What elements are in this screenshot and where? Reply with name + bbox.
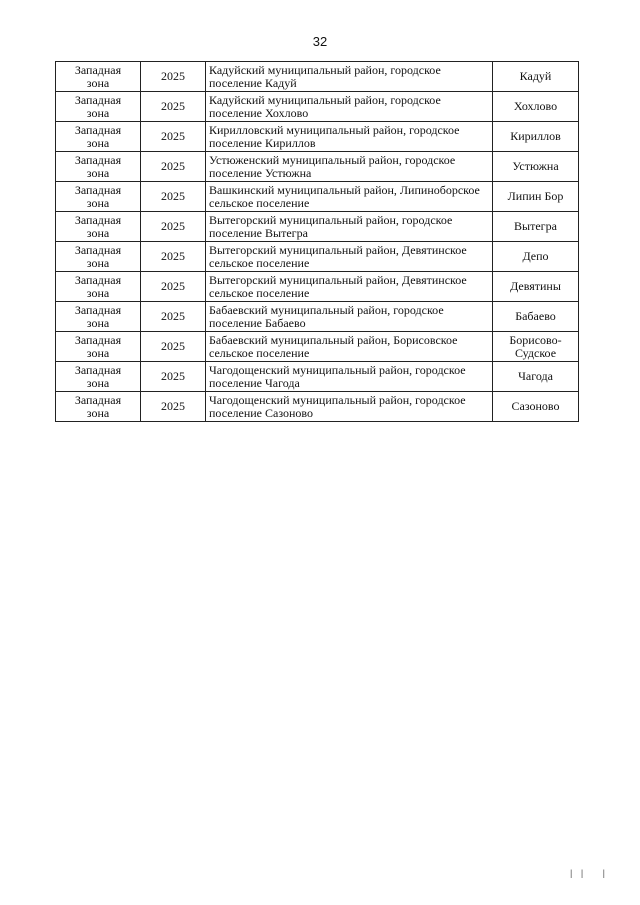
- table-body: [56, 62, 579, 422]
- zone-text: Западная: [74, 332, 122, 347]
- zone-text: зона: [86, 375, 110, 390]
- zone-cell: [56, 212, 141, 242]
- description-cell: Вытегорский муниципальный район, Девятинское сельское поселение: [206, 272, 493, 302]
- zone-cell: [56, 332, 141, 362]
- settlement-cell: Бабаево: [493, 302, 579, 332]
- table-row: [56, 182, 579, 212]
- year-cell: 2025: [141, 182, 206, 212]
- table-row: [56, 212, 579, 242]
- zone-cell: [56, 242, 141, 272]
- description-cell: Устюженский муниципальный район, городское поселение Устюжна: [206, 152, 493, 182]
- zone-text: зона: [86, 195, 110, 210]
- description-cell: Кадуйский муниципальный район, городское поселение Хохлово: [206, 92, 493, 122]
- table-row: [56, 62, 579, 92]
- zone-cell: [56, 182, 141, 212]
- table-row: [56, 242, 579, 272]
- page-number: 32: [312, 34, 328, 49]
- zone-text: Западная: [74, 392, 122, 407]
- settlement-cell: Кадуй: [493, 62, 579, 92]
- year-cell: 2025: [141, 272, 206, 302]
- zone-text: зона: [86, 225, 110, 240]
- zone-cell: [56, 362, 141, 392]
- zone-text: зона: [86, 165, 110, 180]
- table-row: [56, 392, 579, 422]
- zone-text: зона: [86, 285, 110, 300]
- settlement-cell: Кириллов: [493, 122, 579, 152]
- zone-text: зона: [86, 105, 110, 120]
- settlement-cell: Чагода: [493, 362, 579, 392]
- description-cell: Кадуйский муниципальный район, городское поселение Кадуй: [206, 62, 493, 92]
- zone-text: зона: [86, 135, 110, 150]
- zone-text: Западная: [74, 302, 122, 317]
- zone-cell: [56, 122, 141, 152]
- zone-text: зона: [86, 405, 110, 420]
- settlement-cell: Липин Бор: [493, 182, 579, 212]
- settlement-cell: Девятины: [493, 272, 579, 302]
- table-row: [56, 332, 579, 362]
- year-cell: 2025: [141, 332, 206, 362]
- description-cell: Чагодощенский муниципальный район, городское поселение Сазоново: [206, 392, 493, 422]
- table-row: [56, 152, 579, 182]
- year-cell: 2025: [141, 92, 206, 122]
- zone-text: Западная: [74, 242, 122, 257]
- zone-text: зона: [86, 255, 110, 270]
- description-cell: Кирилловский муниципальный район, городское поселение Кириллов: [206, 122, 493, 152]
- year-cell: 2025: [141, 122, 206, 152]
- zones-table: [55, 61, 579, 422]
- description-cell: Бабаевский муниципальный район, Борисовское сельское поселение: [206, 332, 493, 362]
- table-row: [56, 272, 579, 302]
- year-cell: 2025: [141, 242, 206, 272]
- zone-cell: [56, 152, 141, 182]
- zone-cell: [56, 392, 141, 422]
- description-cell: Вытегорский муниципальный район, городское поселение Вытегра: [206, 212, 493, 242]
- settlement-cell: Устюжна: [493, 152, 579, 182]
- zone-cell: [56, 302, 141, 332]
- year-cell: 2025: [141, 362, 206, 392]
- year-cell: 2025: [141, 302, 206, 332]
- description-cell: Бабаевский муниципальный район, городское поселение Бабаево: [206, 302, 493, 332]
- zone-text: Западная: [74, 122, 122, 137]
- table-row: [56, 302, 579, 332]
- zone-cell: [56, 92, 141, 122]
- zone-text: Западная: [74, 152, 122, 167]
- zone-cell: [56, 272, 141, 302]
- settlement-cell: Сазоново: [493, 392, 579, 422]
- settlement-cell: Хохлово: [493, 92, 579, 122]
- year-cell: 2025: [141, 392, 206, 422]
- zone-text: Западная: [74, 182, 122, 197]
- zone-text: зона: [86, 315, 110, 330]
- year-cell: 2025: [141, 62, 206, 92]
- zone-text: зона: [86, 345, 110, 360]
- settlement-cell: Вытегра: [493, 212, 579, 242]
- zone-text: Западная: [74, 212, 122, 227]
- zone-text: Западная: [74, 272, 122, 287]
- zone-cell: [56, 62, 141, 92]
- table-row: [56, 92, 579, 122]
- year-cell: 2025: [141, 152, 206, 182]
- description-cell: Вашкинский муниципальный район, Липиноборское сельское поселение: [206, 182, 493, 212]
- table-row: [56, 362, 579, 392]
- year-cell: 2025: [141, 212, 206, 242]
- zone-text: зона: [86, 75, 110, 90]
- zone-text: Западная: [74, 62, 122, 77]
- zone-text: Западная: [74, 362, 122, 377]
- settlement-cell: Борисово-Судское: [493, 332, 579, 362]
- description-cell: Вытегорский муниципальный район, Девятинское сельское поселение: [206, 242, 493, 272]
- scan-corner-marks: | | |: [570, 868, 609, 878]
- description-cell: Чагодощенский муниципальный район, городское поселение Чагода: [206, 362, 493, 392]
- zone-text: Западная: [74, 92, 122, 107]
- settlement-cell: Депо: [493, 242, 579, 272]
- table-row: [56, 122, 579, 152]
